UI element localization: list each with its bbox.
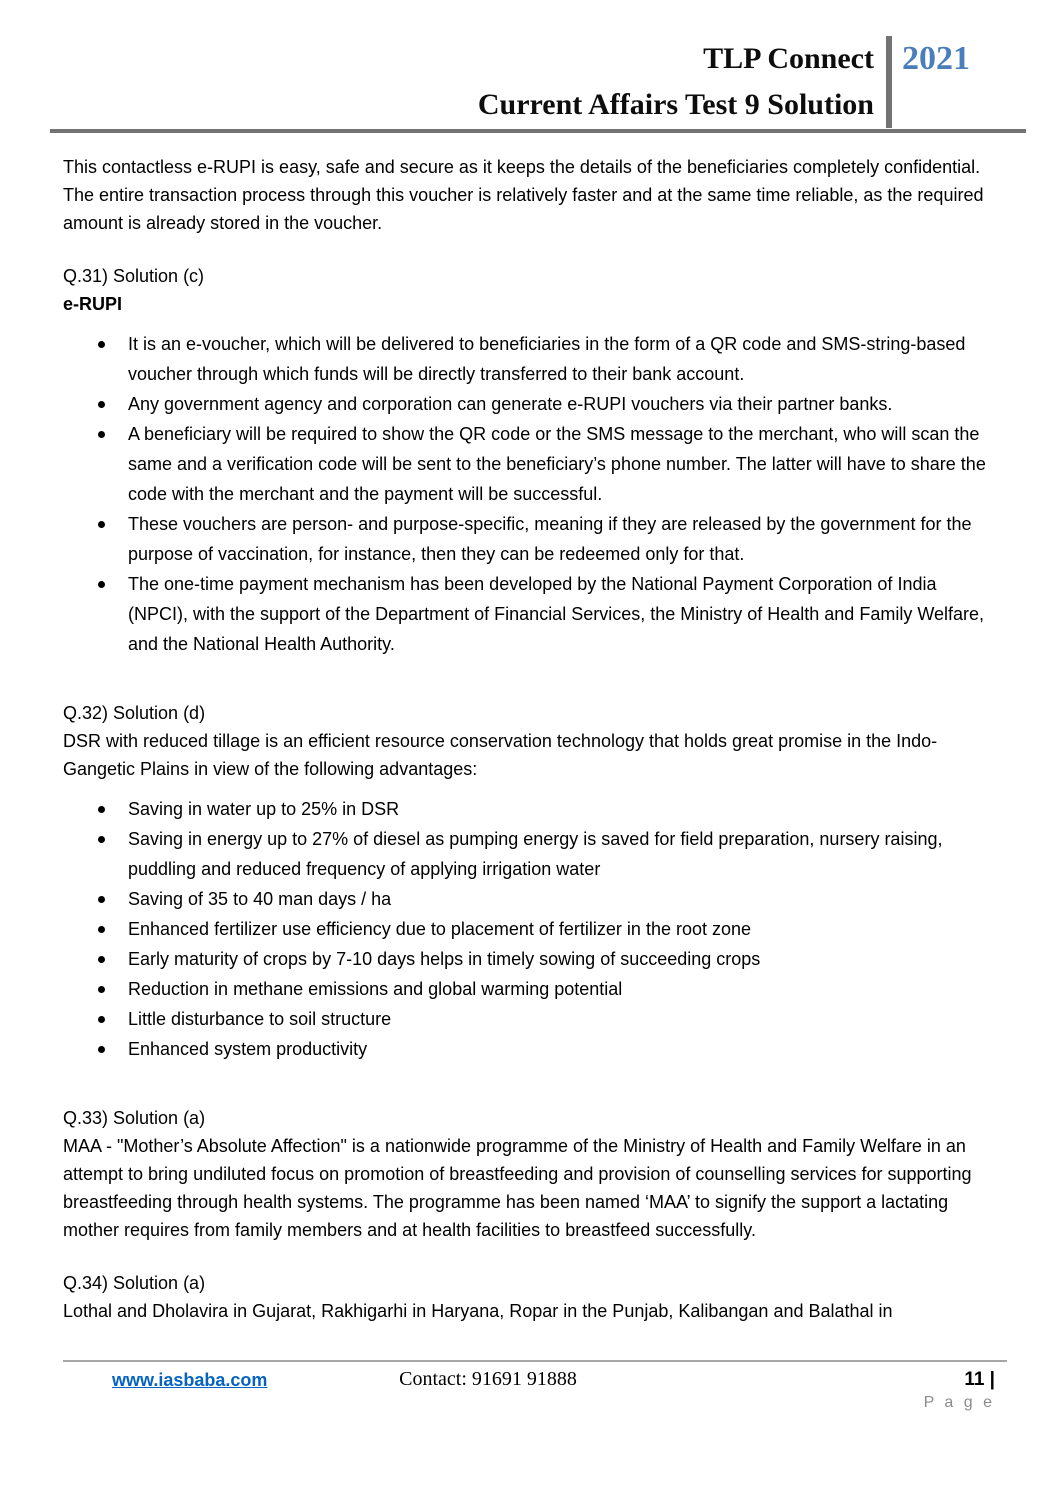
q31-subheading: e-RUPI [63,294,123,314]
bullet-item: Enhanced fertilizer use efficiency due to placement of fertilizer in the root zone [63,914,995,944]
page-label: P a g e [923,1394,995,1411]
q31-heading: Q.31) Solution (c) [63,266,205,286]
q32-bullet-list [63,794,995,1064]
page-number: 11 | [964,1369,995,1390]
header-rule [50,129,1026,133]
header-row [63,36,970,128]
header-year: 2021 [902,40,970,77]
section-q32 [63,699,995,1064]
bullet-item: A beneficiary will be required to show the QR code or the SMS message to the merchant, who will scan the same and a verification code will be sent to the beneficiary’s phone number. The latter will have to share the code with the merchant and the payment will be successful. [63,419,995,509]
bullet-item: Little disturbance to soil structure [63,1004,995,1034]
bullet-item: These vouchers are person- and purpose-specific, meaning if they are released by the government for the purpose of vaccination, for instance, then they can be redeemed only for that. [63,509,995,569]
bullet-item: Enhanced system productivity [63,1034,995,1064]
section-q33 [63,1104,995,1244]
bullet-item: Early maturity of crops by 7-10 days helps in timely sowing of succeeding crops [63,944,995,974]
section-q31 [63,262,995,659]
header-title-line2: Current Affairs Test 9 Solution [477,88,874,121]
bullet-item: Saving in water up to 25% in DSR [63,794,995,824]
footer-page-block [924,1368,995,1414]
bullet-item: Any government agency and corporation can generate e-RUPI vouchers via their partner banks. [63,389,995,419]
bullet-item: The one-time payment mechanism has been developed by the National Payment Corporation of India (NPCI), with the support of the Department of Financial Services, the Ministry of Health and Family Welfare, and the National Health Authority. [63,569,995,659]
bullet-item: Saving of 35 to 40 man days / ha [63,884,995,914]
q31-bullet-list [63,329,995,659]
header-titles [478,36,874,128]
footer-contact: Contact: 91691 91888 [399,1368,577,1390]
bullet-item: It is an e-voucher, which will be delivered to beneficiaries in the form of a QR code and SMS-string-based voucher through which funds will be directly transferred to their bank account. [63,329,995,389]
footer-website-link[interactable]: www.iasbaba.com [112,1370,268,1390]
header-divider-bar [886,36,892,128]
q34-body: Lothal and Dholavira in Gujarat, Rakhigarhi in Haryana, Ropar in the Punjab, Kalibangan and Balathal in [63,1301,893,1321]
bullet-item: Saving in energy up to 27% of diesel as pumping energy is saved for field preparation, nursery raising, puddling and reduced frequency of applying irrigation water [63,824,995,884]
q32-heading: Q.32) Solution (d) [63,703,206,723]
q32-intro: DSR with reduced tillage is an efficient resource conservation technology that holds great promise in the Indo-Gangetic Plains in view of the following advantages: [63,731,938,779]
q34-heading: Q.34) Solution (a) [63,1273,206,1293]
section-q34 [63,1269,995,1325]
document-body [0,153,1058,1325]
page-header [0,0,1058,128]
footer-rule [63,1360,1007,1362]
intro-paragraph: This contactless e-RUPI is easy, safe and secure as it keeps the details of the beneficiaries completely confidential. The entire transaction process through this voucher is relatively faster and at the same time reliable, as the required amount is already stored in the voucher. [63,157,984,233]
q33-heading: Q.33) Solution (a) [63,1108,206,1128]
q33-body: MAA - "Mother’s Absolute Affection" is a nationwide programme of the Ministry of Health and Family Welfare in an attempt to bring undiluted focus on promotion of breastfeeding and provision of counselling services for supporting breastfeeding through health systems. The programme has been named ‘MAA’ to signify the support a lactating mother requires from family members and at health facilities to breastfeed successfully. [63,1136,972,1240]
header-title-line1: TLP Connect [703,42,874,75]
bullet-item: Reduction in methane emissions and global warming potential [63,974,995,1004]
